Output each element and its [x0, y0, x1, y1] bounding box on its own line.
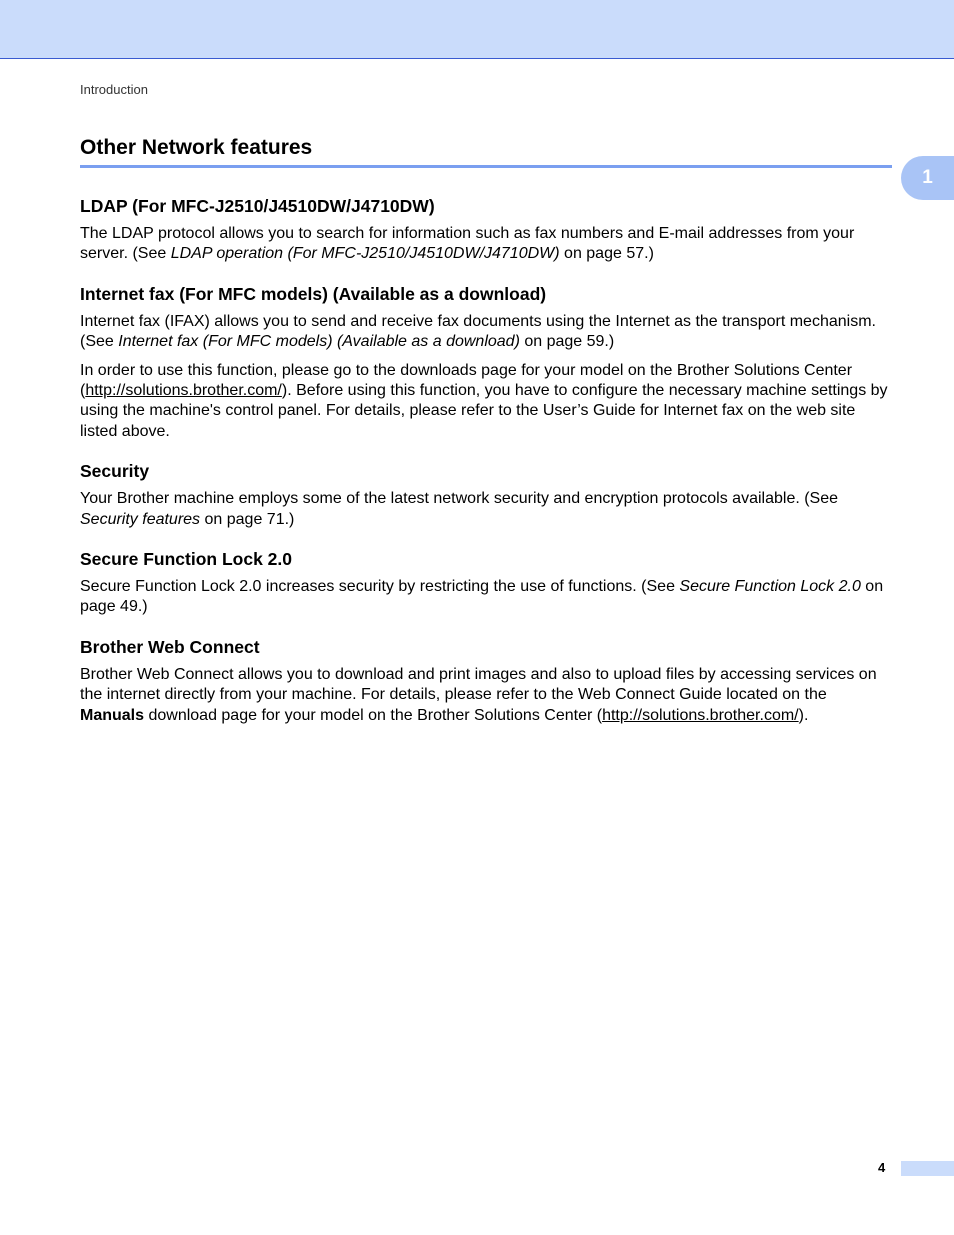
manuals-label: Manuals	[80, 706, 145, 724]
page-number-tab	[901, 1161, 954, 1176]
paragraph-ldap: The LDAP protocol allows you to search for information such as fax numbers and E-mail addresses from your server. (See LDAP operation (For MFC-J2510/J4510DW/J4710DW) on page 57.)	[80, 225, 855, 263]
solutions-center-link[interactable]: http://solutions.brother.com/	[85, 382, 282, 400]
header-band	[0, 0, 954, 59]
cross-reference[interactable]: Secure Function Lock 2.0	[679, 578, 861, 596]
heading-internet-fax: Internet fax (For MFC models) (Available as a download)	[80, 283, 547, 304]
running-head: Introduction	[80, 82, 148, 97]
solutions-center-link[interactable]: http://solutions.brother.com/	[602, 706, 799, 724]
paragraph-brother-web-connect: Brother Web Connect allows you to download and print images and also to upload files by accessing services on the internet directly from your machine. For details, please refer to the Web Connect Guide located on the Manuals download page for your model on the Brother Solutions Center (http://solutions.brother.com/).	[80, 665, 877, 724]
section-ldap	[80, 195, 892, 265]
section-secure-function-lock	[80, 548, 892, 618]
heading-brother-web-connect: Brother Web Connect	[80, 636, 260, 657]
paragraph-internet-fax-2: In order to use this function, please go to the downloads page for your model on the Brother Solutions Center (http://solutions.brother.com/). Before using this function, you have to configure the necessary machine settings by using the machine's control panel. For details, please refer to the User’s Guide for Internet fax on the web site listed above.	[80, 361, 888, 440]
section-title: Other Network features	[80, 136, 313, 159]
paragraph-internet-fax-1: Internet fax (IFAX) allows you to send and receive fax documents using the Internet as the transport mechanism. (See Internet fax (For MFC models) (Available as a download) on page 59.)	[80, 312, 876, 351]
heading-ldap: LDAP (For MFC-J2510/J4510DW/J4710DW)	[80, 196, 435, 216]
paragraph-secure-function-lock: Secure Function Lock 2.0 increases security by restricting the use of functions. (See Secure Function Lock 2.0 on page 49.)	[80, 578, 884, 616]
chapter-tab: 1	[901, 156, 954, 200]
section-security	[80, 460, 892, 530]
cross-reference[interactable]: LDAP operation (For MFC-J2510/J4510DW/J4710DW)	[170, 245, 560, 263]
section-internet-fax	[80, 283, 892, 442]
heading-security: Security	[80, 461, 150, 482]
cross-reference[interactable]: Internet fax (For MFC models) (Available as a download)	[118, 333, 520, 351]
section-brother-web-connect	[80, 636, 892, 726]
cross-reference[interactable]: Security features	[80, 510, 201, 528]
title-rule	[80, 165, 892, 168]
page-number: 4	[878, 1160, 886, 1175]
heading-secure-function-lock: Secure Function Lock 2.0	[80, 549, 292, 570]
page-content	[80, 195, 892, 744]
paragraph-security: Your Brother machine employs some of the latest network security and encryption protocols available. (See Security features on page 71.)	[80, 490, 839, 528]
